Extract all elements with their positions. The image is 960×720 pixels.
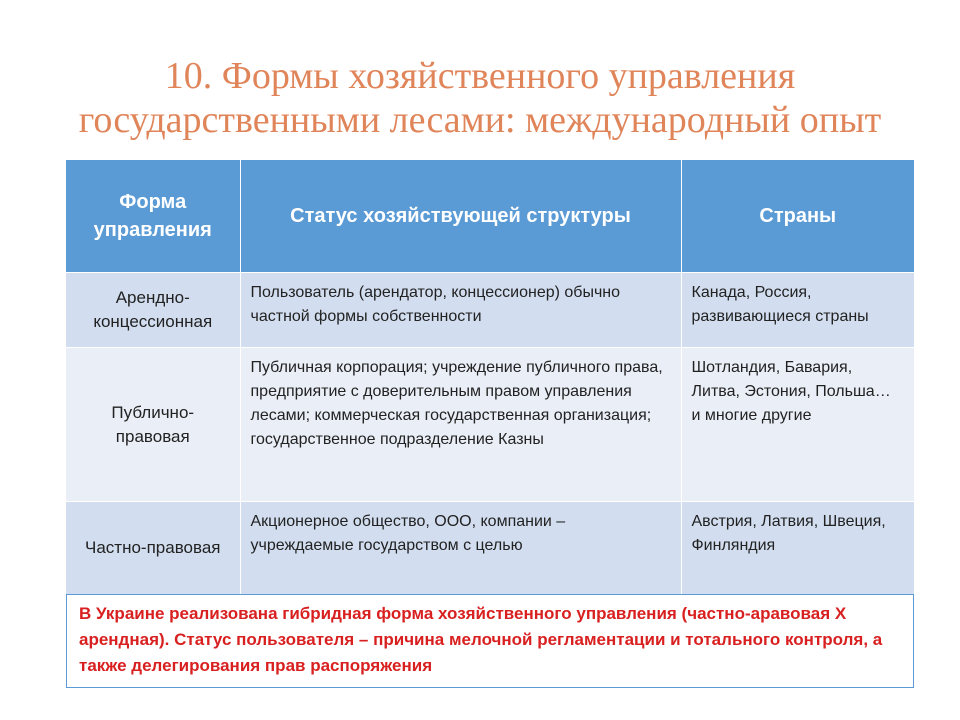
table-row — [66, 273, 914, 348]
status-cell: Публичная корпорация; учреждение публичного права, предприятие с доверительным правом управления лесами; коммерческая государственная организация; государственное подразделение Казны — [240, 348, 681, 502]
countries-cell: Шотландия, Бавария, Литва, Эстония, Польша… и многие другие — [681, 348, 914, 502]
table-header-row — [66, 160, 914, 273]
table-row — [66, 348, 914, 502]
status-cell: Пользователь (арендатор, концессионер) обычно частной формы собственности — [240, 273, 681, 348]
form-cell: Публично-правовая — [66, 348, 240, 502]
forms-table — [66, 160, 914, 594]
countries-cell: Канада, Россия, развивающиеся страны — [681, 273, 914, 348]
slide-title — [0, 54, 960, 142]
form-cell: Арендно-концессионная — [66, 273, 240, 348]
countries-cell: Австрия, Латвия, Швеция, Финляндия — [681, 502, 914, 594]
header-countries: Страны — [681, 160, 914, 273]
title-line-1: 10. Формы хозяйственного управления — [164, 55, 796, 97]
ukraine-note: В Украине реализована гибридная форма хозяйственного управления (частно-аравовая Х арендная). Статус пользователя – причина мелочной регламентации и тотального контроля, а также делегирования прав распоряжения — [66, 594, 914, 688]
header-status: Статус хозяйствующей структуры — [240, 160, 681, 273]
title-line-2: государственными лесами: международный опыт — [78, 99, 882, 141]
header-form: Форма управления — [66, 160, 240, 273]
table-row — [66, 502, 914, 594]
status-cell: Акционерное общество, ООО, компании – учреждаемые государством с целью — [240, 502, 681, 594]
form-cell: Частно-правовая — [66, 502, 240, 594]
